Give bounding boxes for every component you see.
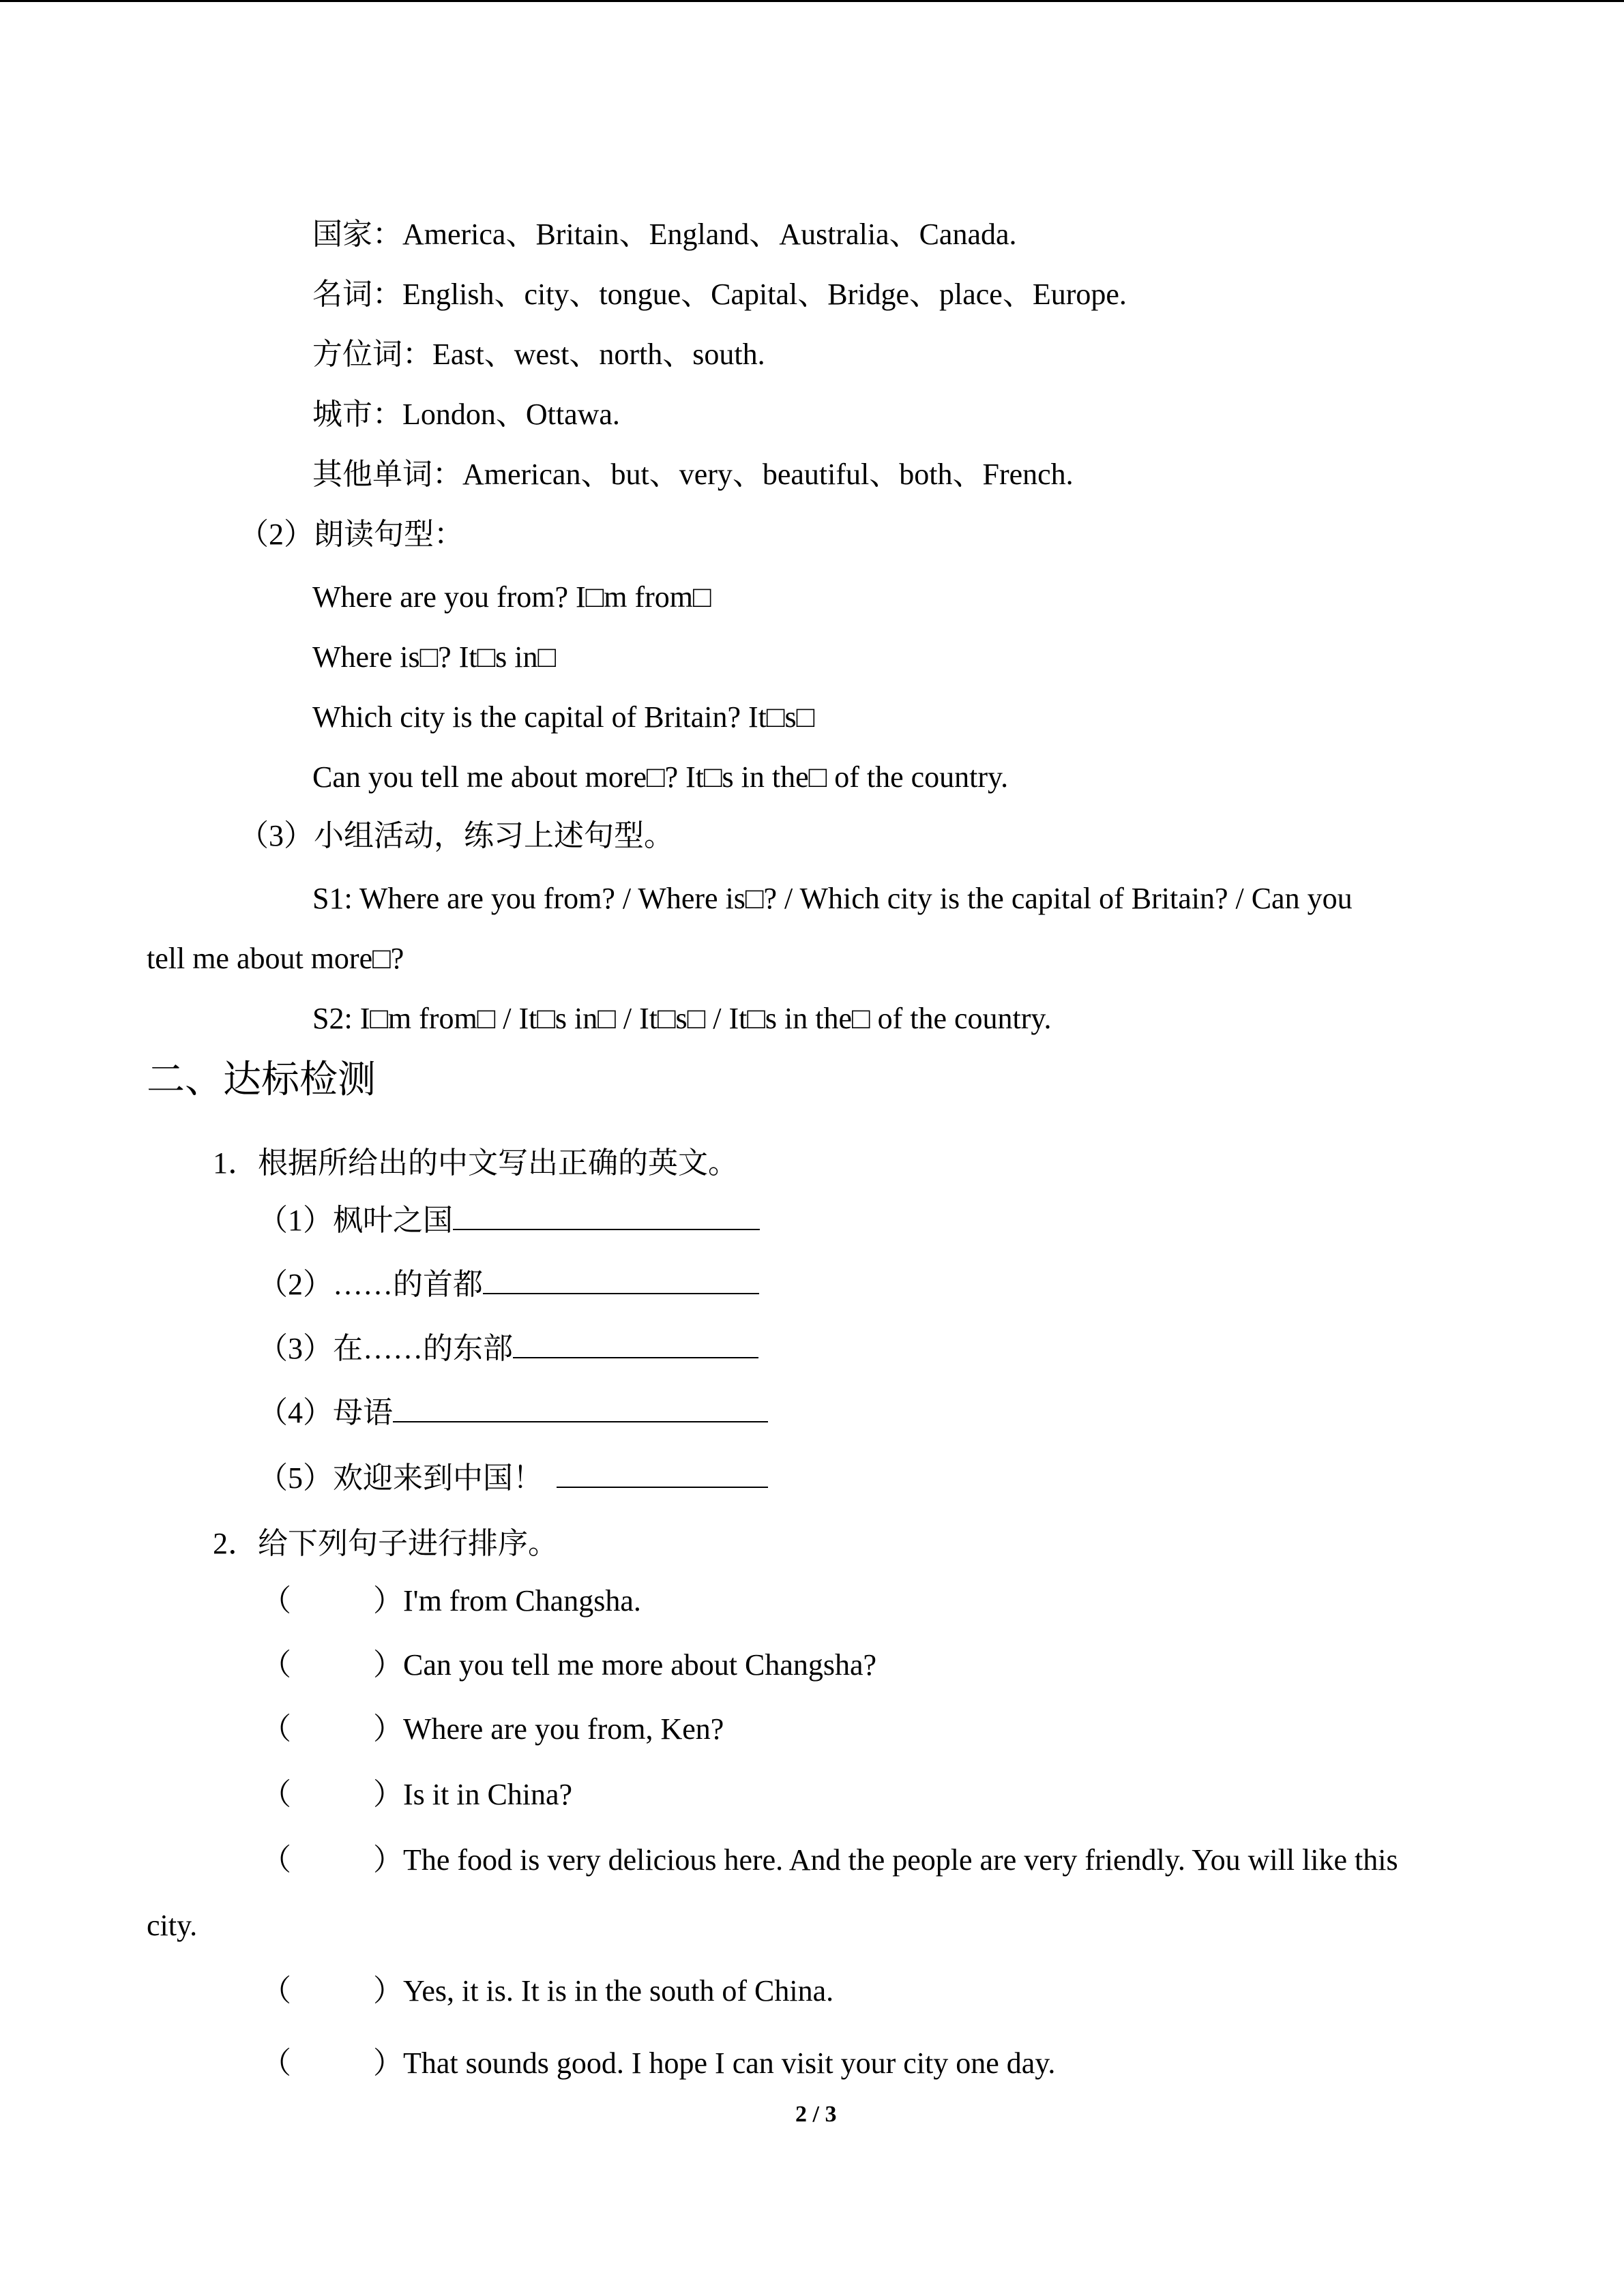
q2-item-3 [261, 1714, 724, 1744]
q2-item-1 [261, 1586, 641, 1616]
answer-blank[interactable] [453, 1202, 760, 1230]
s2-line: S2: I□m from□ / It□s in□ / It□s□ / It□s in the□ of the country. [312, 1002, 1052, 1035]
q2-item-5-continuation: city. [147, 1909, 198, 1942]
vocab-cities: 城市：London、Ottawa. [312, 398, 620, 431]
answer-blank[interactable] [557, 1459, 768, 1488]
q2-item-7-text: That sounds good. I hope I can visit your city one day. [403, 2046, 1056, 2080]
q2-item-4 [261, 1780, 572, 1810]
paren-open: （ [261, 1778, 291, 1811]
q2-item-5 [261, 1845, 1398, 1875]
pattern-4: Can you tell me about more□? It□s in the□ of the country. [312, 760, 1009, 794]
q1-heading: 1．根据所给出的中文写出正确的英文。 [213, 1146, 738, 1180]
q2-item-6-text: Yes, it is. It is in the south of China. [403, 1974, 834, 2008]
q2-item-6 [261, 1976, 833, 2006]
paren-open: （ [261, 1843, 291, 1877]
q1-item-4-label: （4）母语 [258, 1396, 393, 1429]
q1-item-4 [258, 1394, 768, 1428]
q2-item-5-text: The food is very delicious here. And the people are very friendly. You will like this [403, 1843, 1398, 1877]
section-title: 二、达标检测 [147, 1059, 376, 1101]
q2-item-2-text: Can you tell me more about Changsha? [403, 1648, 877, 1682]
q1-item-1-label: （1）枫叶之国 [258, 1204, 453, 1237]
pattern-3: Which city is the capital of Britain? It□s□ [312, 700, 815, 734]
pattern-1: Where are you from? I□m from□ [312, 580, 711, 614]
group-heading: （3）小组活动，练习上述句型。 [239, 819, 674, 852]
answer-blank[interactable] [393, 1394, 768, 1422]
q2-item-4-text: Is it in China? [403, 1778, 573, 1811]
q1-item-3 [258, 1330, 758, 1364]
q2-item-1-text: I'm from Changsha. [403, 1584, 641, 1617]
q1-item-5-label: （5）欢迎来到中国！ [258, 1461, 543, 1495]
paren-open: （ [261, 1712, 291, 1746]
vocab-directions: 方位词：East、west、north、south. [312, 338, 765, 371]
s1-line-1: S1: Where are you from? / Where is□? / Which city is the capital of Britain? / Can you [312, 882, 1353, 915]
paren-close: ） [373, 1584, 403, 1617]
vocab-nouns: 名词：English、city、tongue、Capital、Bridge、place、Europe. [312, 278, 1127, 311]
answer-blank[interactable] [513, 1330, 758, 1358]
paren-close: ） [373, 1648, 403, 1682]
vocab-others: 其他单词：American、but、very、beautiful、both、French. [312, 458, 1074, 491]
paren-open: （ [261, 2046, 291, 2080]
page-number: 2 / 3 [795, 2102, 837, 2127]
top-border [0, 0, 1624, 2]
q2-item-2 [261, 1650, 876, 1680]
paren-open: （ [261, 1648, 291, 1682]
paren-open: （ [261, 1584, 291, 1617]
pattern-2: Where is□? It□s in□ [312, 640, 557, 674]
q1-item-2 [258, 1266, 759, 1300]
q1-item-3-label: （3）在……的东部 [258, 1332, 513, 1365]
q1-item-1 [258, 1202, 760, 1236]
vocab-countries: 国家：America、Britain、England、Australia、Canada. [312, 218, 1017, 251]
paren-close: ） [373, 1712, 403, 1746]
paren-close: ） [373, 2046, 403, 2080]
q2-item-3-text: Where are you from, Ken? [403, 1712, 724, 1746]
q2-heading: 2．给下列句子进行排序。 [213, 1527, 558, 1560]
paren-close: ） [373, 1974, 403, 2008]
paren-close: ） [373, 1778, 403, 1811]
q2-item-7 [261, 2048, 1055, 2078]
answer-blank[interactable] [483, 1266, 759, 1294]
paren-open: （ [261, 1974, 291, 2008]
q1-item-5 [258, 1459, 768, 1493]
reading-heading: （2）朗读句型： [239, 518, 464, 551]
s1-line-2: tell me about more□? [147, 942, 404, 975]
q1-item-2-label: （2）……的首都 [258, 1268, 483, 1301]
paren-close: ） [373, 1843, 403, 1877]
